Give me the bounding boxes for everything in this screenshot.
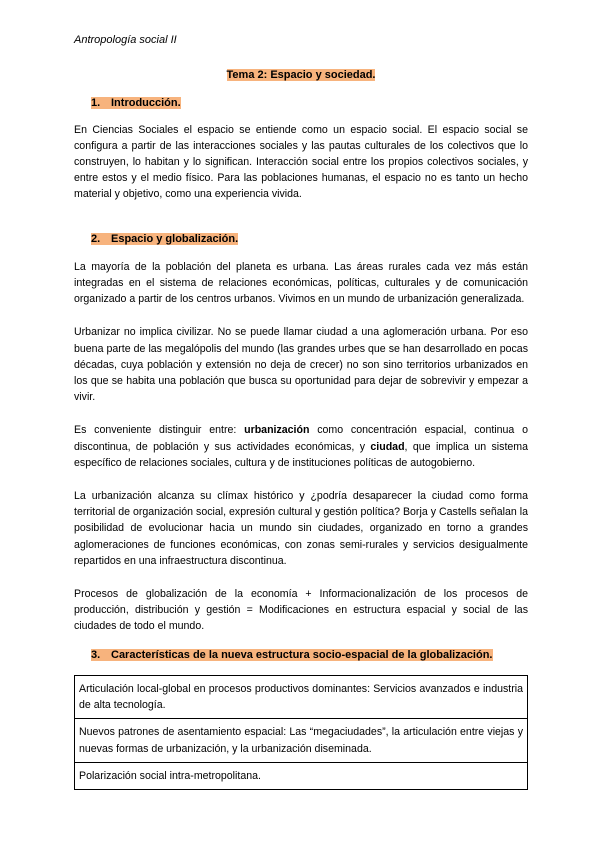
paragraph: La urbanización alcanza su clímax histórico y ¿podría desaparecer la ciudad como forma territorial de organización social, expresión cultural y gestión política? Borja y Castells señalan la posibilidad de evolucionar hacia un mundo sin ciudades, organizado en torno a grandes aglomeraciones de funciones económicas, con zonas semi-rurales y servicios desigualmente repartidos en una infraestructura discontinua.	[74, 490, 528, 567]
section-title: Espacio y globalización.	[111, 232, 239, 245]
section-heading-3	[74, 647, 528, 663]
section-heading-2	[74, 231, 528, 247]
paragraph: La mayoría de la población del planeta es urbana. Las áreas rurales cada vez más están integradas en el sistema de relaciones económicas, políticas, culturales y de comunicación organizado a partir de los centros urbanos. Vivimos en un mundo de urbanización generalizada.	[74, 260, 528, 306]
title-text: Tema 2: Espacio y sociedad.	[226, 69, 376, 82]
table-row	[75, 762, 528, 789]
table-row	[75, 719, 528, 762]
section-heading-1	[74, 95, 528, 111]
table-cell: Polarización social intra-metropolitana.	[75, 762, 528, 789]
paragraph: En Ciencias Sociales el espacio se entiende como un espacio social. El espacio social se configura a partir de las interacciones sociales y las pautas culturales de los colectivos que lo construyen, lo habitan y lo significan. Interacción social entre los propios colectivos sociales, y entre estos y el medio físico. Para las poblaciones humanas, el espacio no es tanto un hecho material y objetivo, como una experiencia vivida.	[74, 123, 528, 201]
term-urbanizacion: urbanización	[244, 424, 310, 437]
table-row	[75, 675, 528, 718]
page-title	[74, 67, 528, 83]
paragraph-distinction	[74, 422, 528, 471]
section-title: Características de la nueva estructura socio-espacial de la globalización.	[111, 648, 493, 661]
heading-highlight	[91, 233, 238, 245]
section-number: 2.	[91, 232, 101, 245]
document-page	[74, 32, 528, 790]
text-run: , que implica un sistema específico de relaciones sociales, cultura y de instituciones políticas de autogobierno.	[74, 440, 528, 469]
table-cell: Nuevos patrones de asentamiento espacial: Las “megaciudades”, la articulación entre viejas y nuevas formas de urbanización, y la urbanización diseminada.	[75, 719, 528, 762]
term-ciudad: ciudad	[370, 440, 405, 453]
paragraph: Urbanizar no implica civilizar. No se puede llamar ciudad a una aglomeración urbana. Por eso buena parte de las megalópolis del mundo (las grandes urbes que se han desarrollado en pocas décadas, cuya población y extensión no deja de crecer) no son sino territorios urbanizados en los que se habita una población que busca su oportunidad para dejar de sobrevivir y empezar a vivir.	[74, 326, 528, 404]
text-run: Es conveniente distinguir entre:	[74, 424, 245, 437]
text-run: como concentración espacial, continua o discontinua, de población y sus actividades económicas, y	[74, 424, 528, 453]
running-header: Antropología social II	[74, 34, 177, 46]
heading-highlight	[91, 97, 181, 109]
table-cell: Articulación local-global en procesos productivos dominantes: Servicios avanzados e industria de alta tecnología.	[75, 675, 528, 718]
paragraph: Procesos de globalización de la economía + Informacionalización de los procesos de producción, distribución y gestión = Modificaciones en estructura espacial y social de las ciudades de todo el mundo.	[74, 588, 528, 633]
section-title: Introducción.	[111, 97, 181, 110]
section-number: 3.	[91, 648, 101, 661]
heading-highlight	[91, 649, 493, 661]
section-number: 1.	[91, 97, 101, 110]
characteristics-table	[74, 675, 528, 790]
